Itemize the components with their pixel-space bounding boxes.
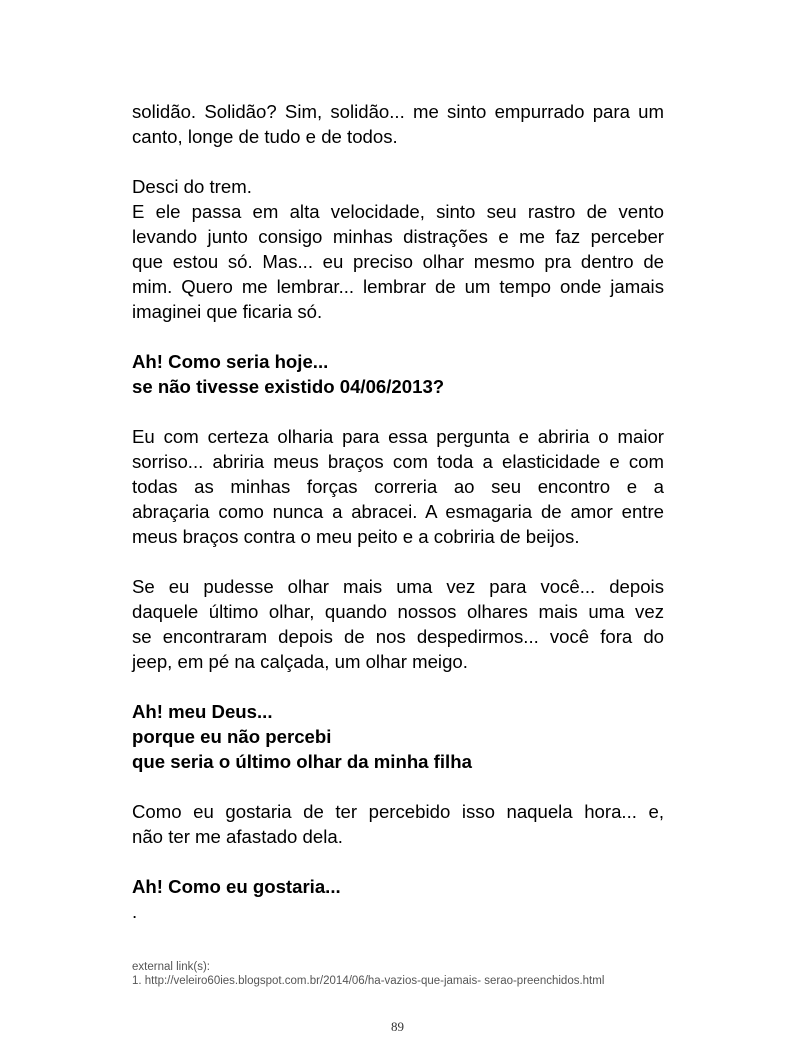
paragraph-certeza	[132, 424, 664, 549]
text-line: se encontraram depois de nos despedirmos... você fora do	[132, 626, 664, 647]
paragraph-se-eu-pudesse	[132, 574, 664, 674]
paragraph-solidao	[132, 99, 664, 149]
heading-como-seria-hoje	[132, 349, 664, 399]
text-line: meus braços contra o meu peito e a cobriria de beijos.	[132, 526, 580, 547]
text-line: Se eu pudesse olhar mais uma vez para você... depois	[132, 576, 664, 597]
paragraph-como-eu-gostaria	[132, 799, 664, 849]
text-line: porque eu não percebi	[132, 726, 332, 747]
footnote-link[interactable]: 1. http://veleiro60ies.blogspot.com.br/2014/06/ha-vazios-que-jamais- serao-preenchidos.html	[132, 975, 605, 987]
trailing-dot	[132, 899, 664, 924]
page-number: 89	[391, 1019, 404, 1034]
text-line: abraçaria como nunca a abracei. A esmagaria de amor entre	[132, 501, 664, 522]
text-line: mim. Quero me lembrar... lembrar de um tempo onde jamais	[132, 276, 664, 297]
text-line: se não tivesse existido 04/06/2013?	[132, 376, 445, 397]
text-line: solidão. Solidão? Sim, solidão... me sinto empurrado para um	[132, 101, 664, 122]
paragraph-trem	[132, 199, 664, 324]
text-line: .	[132, 901, 138, 922]
footnote-label: external link(s):	[132, 961, 210, 973]
text-line: Eu com certeza olharia para essa pergunta e abriria o maior	[132, 426, 664, 447]
text-line: E ele passa em alta velocidade, sinto seu rastro de vento	[132, 201, 664, 222]
text-line: que seria o último olhar da minha filha	[132, 751, 472, 772]
text-line: todas as minhas forças correria ao seu encontro e a	[132, 476, 664, 497]
heading-como-eu-gostaria	[132, 874, 664, 899]
text-line: levando junto consigo minhas distrações e me faz perceber	[132, 226, 664, 247]
text-line: não ter me afastado dela.	[132, 826, 343, 847]
text-line: que estou só. Mas... eu preciso olhar mesmo pra dentro de	[132, 251, 664, 272]
text-line: sorriso... abriria meus braços com toda a elasticidade e com	[132, 451, 664, 472]
text-line: Ah! meu Deus...	[132, 701, 273, 722]
text-line: jeep, em pé na calçada, um olhar meigo.	[132, 651, 468, 672]
text-line: Como eu gostaria de ter percebido isso naquela hora... e,	[132, 801, 664, 822]
text-line: Ah! Como eu gostaria...	[132, 876, 341, 897]
text-line: Desci do trem.	[132, 176, 252, 197]
paragraph-desci	[132, 174, 664, 199]
text-line: canto, longe de tudo e de todos.	[132, 126, 398, 147]
text-line: imaginei que ficaria só.	[132, 301, 323, 322]
text-line: daquele último olhar, quando nossos olhares mais uma vez	[132, 601, 664, 622]
text-line: Ah! Como seria hoje...	[132, 351, 329, 372]
heading-meu-deus	[132, 699, 664, 774]
